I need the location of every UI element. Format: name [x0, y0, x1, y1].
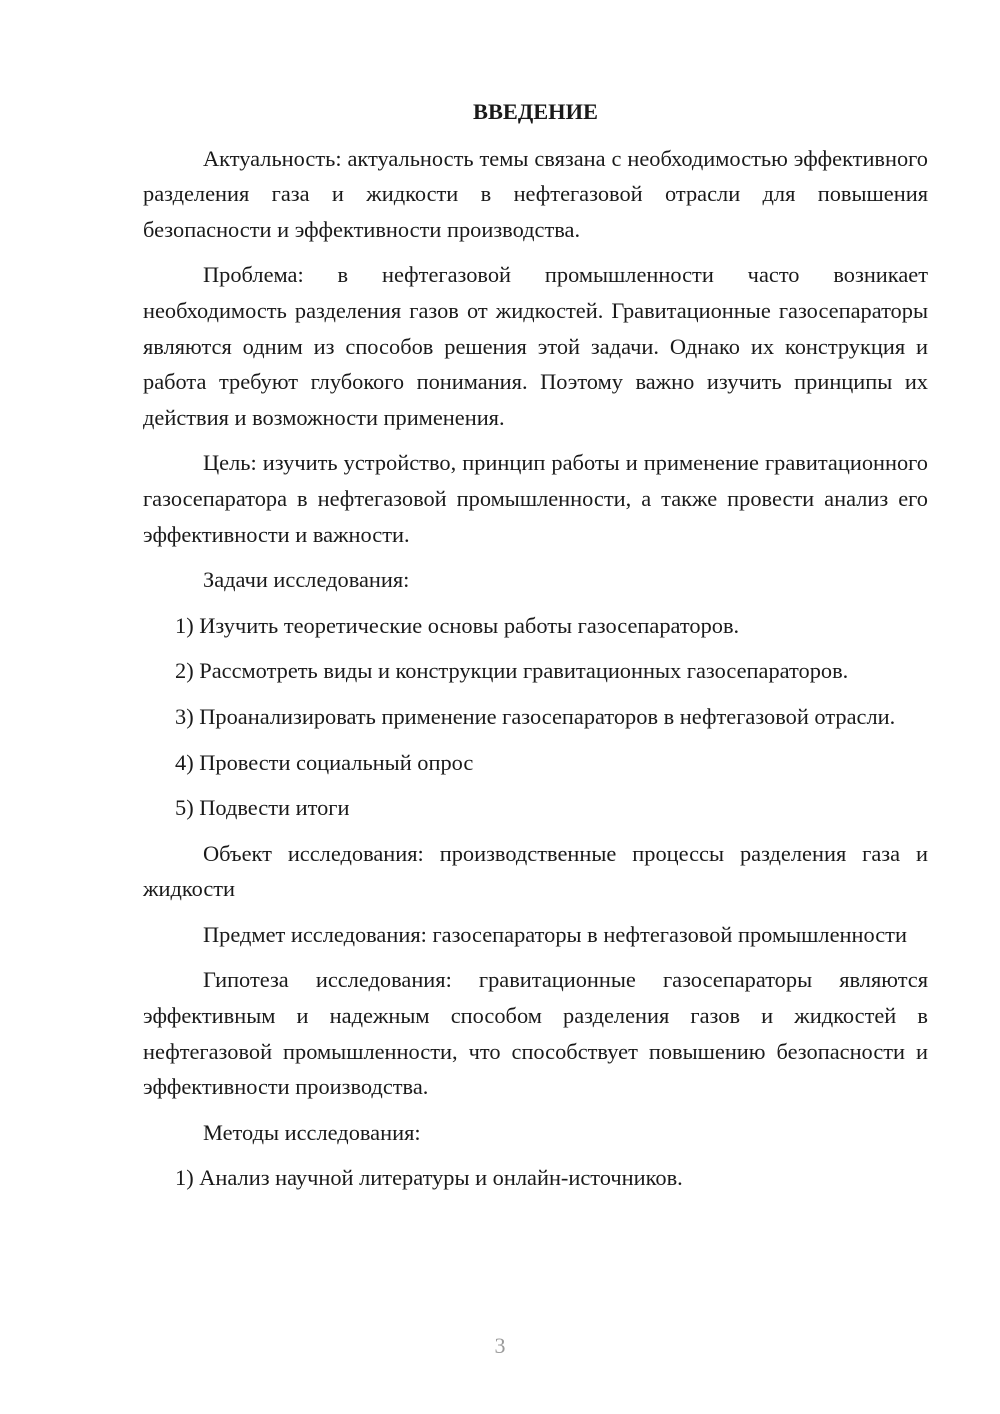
- list-item: 3) Проанализировать применение газосепараторов в нефтегазовой отрасли.: [175, 703, 896, 729]
- list-item: 5) Подвести итоги: [175, 795, 350, 821]
- list-item: 1) Анализ научной литературы и онлайн-источников.: [175, 1165, 683, 1191]
- paragraph-subject: Предмет исследования: газосепараторы в нефтегазовой промышленности: [203, 921, 907, 947]
- paragraph-object: Объект исследования: производственные процессы разделения газа и жидкости: [143, 840, 928, 902]
- paragraph-hypothesis: Гипотеза исследования: гравитационные газосепараторы являются эффективным и надежным способом разделения газов и жидкостей в нефтегазовой промышленности, что способствует повышению безопасности и эффективности производства.: [143, 967, 928, 1100]
- paragraph-problem: Проблема: в нефтегазовой промышленности часто возникает необходимость разделения газов от жидкостей. Гравитационные газосепараторы являются одним из способов решения этой задачи. Однако их конструкция и работа требуют глубокого понимания. Поэтому важно изучить принципы их действия и возможности применения.: [143, 262, 928, 430]
- paragraph-relevance: Актуальность: актуальность темы связана с необходимостью эффективного разделения газа и жидкости в нефтегазовой отрасли для повышения безопасности и эффективности производства.: [143, 145, 928, 242]
- list-item: 4) Провести социальный опрос: [175, 749, 474, 775]
- list-item: 2) Рассмотреть виды и конструкции гравитационных газосепараторов.: [175, 658, 849, 684]
- paragraph-goal: Цель: изучить устройство, принцип работы и применение гравитационного газосепаратора в нефтегазовой промышленности, а также провести анализ его эффективности и важности.: [143, 450, 928, 547]
- paragraph-tasks-heading: Задачи исследования:: [203, 567, 410, 593]
- page-title: ВВЕДЕНИЕ: [473, 99, 598, 124]
- document-page: [143, 94, 928, 1206]
- paragraph-methods-heading: Методы исследования:: [203, 1119, 421, 1145]
- list-item: 1) Изучить теоретические основы работы газосепараторов.: [175, 612, 740, 638]
- page-number: 3: [494, 1333, 506, 1358]
